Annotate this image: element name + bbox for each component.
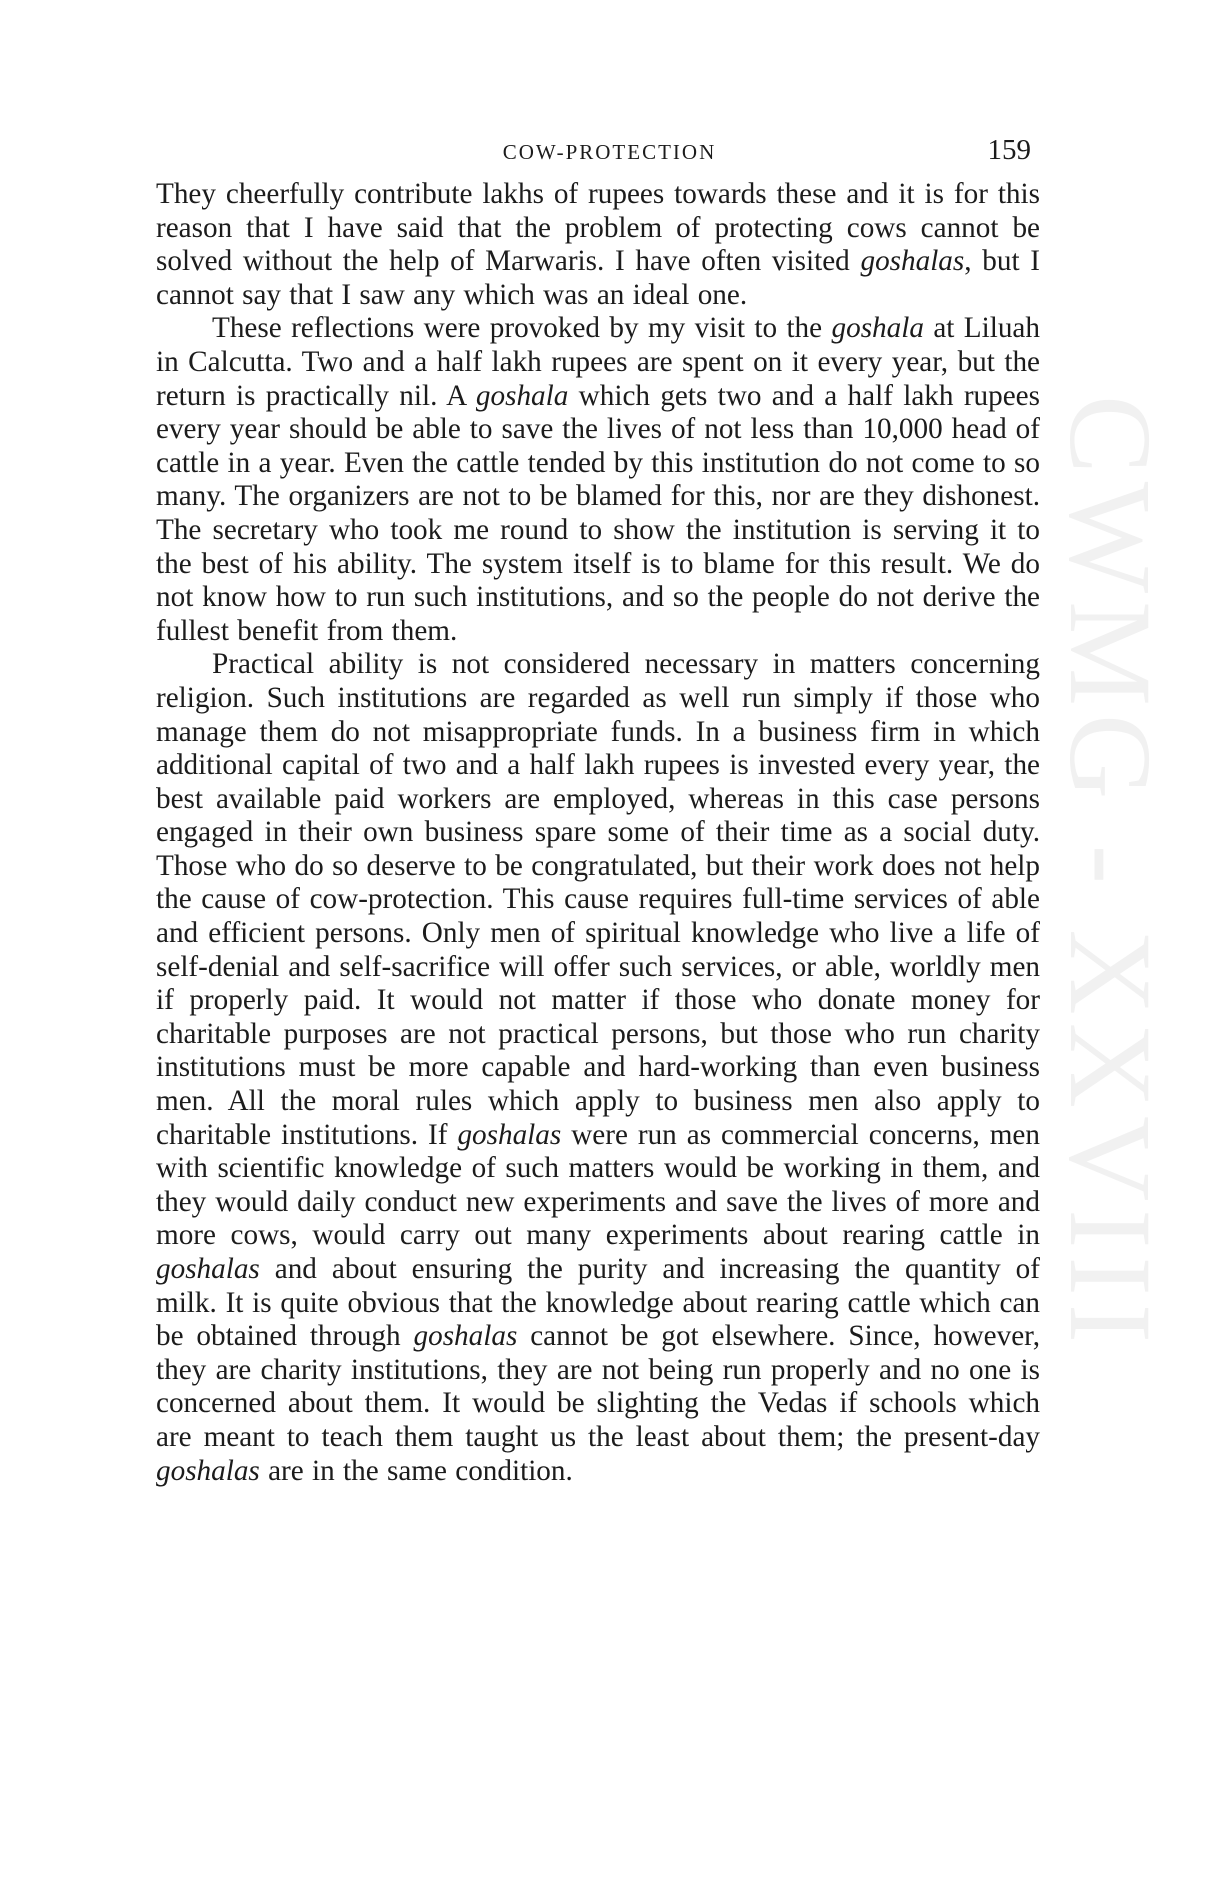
paragraph: These reflections were provoked by my visit to the goshala at Liluah in Calcutta. Two and a half lakh rupees are spent on it every year, but the return is practically nil. A goshala which gets two and a half lakh rupees every year should be able to save the lives of not less than 10,000 head of cattle in a year. Even the cattle tended by this institution do not come to so many. The organizers are not to be blamed for this, nor are they dishonest. The secretary who took me round to show the institution is serving it to the best of his ability. The system itself is to blame for this result. We do not know how to run such institutions, and so the people do not derive the fullest benefit from them. [156, 312, 1040, 647]
running-head [0, 134, 1229, 174]
italic-term: goshalas [413, 1320, 518, 1353]
body-text [156, 178, 1040, 1488]
italic-term: goshalas [156, 1454, 260, 1487]
paragraph: Practical ability is not considered necessary in matters concerning religion. Such institutions are regarded as well run simply if those who manage them do not misappropriate funds. In a business firm in which additional capital of two and a half lakh rupees is invested every year, the best available paid workers are employed, whereas in this case persons engaged in their own business spare some of their time as a social duty. Those who do so deserve to be congratulated, but their work does not help the cause of cow-protection. This cause requires full-time services of able and efficient persons. Only men of spiritual knowledge who live a life of self-denial and self-sacrifice will offer such services, or able, worldly men if properly paid. It would not matter if those who donate money for charitable purposes are not practical persons, but those who run charity institutions must be more capable and hard-working than even business men. All the moral rules which apply to business men also apply to charitable institutions. If goshalas were run as commercial concerns, men with scientific knowledge of such matters would be working in them, and they would daily conduct new experiments and save the lives of more and more cows, would carry out many experiments about rearing cattle in goshalas and about ensuring the purity and increasing the quantity of milk. It is quite obvious that the knowledge about rearing cattle which can be obtained through goshalas cannot be got elsewhere. Since, however, they are charity institutions, they are not being run properly and no one is concerned about them. It would be slighting the Vedas if schools which are meant to teach them taught us the least about them; the present-day goshalas are in the same condition. [156, 648, 1040, 1487]
italic-term: goshalas [860, 245, 965, 278]
paragraph: They cheerfully contribute lakhs of rupees towards these and it is for this reason that I have said that the problem of protecting cows cannot be solved without the help of Marwaris. I have often visited goshalas, but I cannot say that I saw any which was an ideal one. [156, 178, 1040, 311]
italic-term: goshalas [457, 1118, 562, 1151]
running-title: COW-PROTECTION [502, 140, 717, 164]
italic-term: goshalas [156, 1253, 260, 1285]
watermark: CWMG - XXVIII [1045, 395, 1176, 1352]
italic-term: goshala [475, 379, 569, 412]
italic-term: goshala [831, 312, 924, 345]
page-number: 159 [987, 134, 1031, 166]
